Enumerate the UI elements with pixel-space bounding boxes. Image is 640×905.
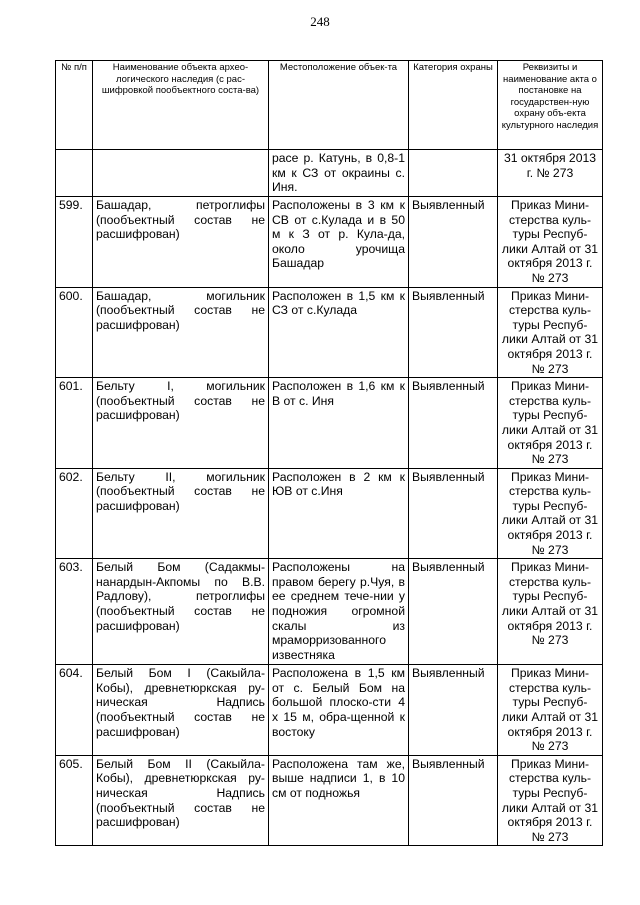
table-row [56, 378, 603, 469]
cell-requisites: Приказ Мини-стерства куль-туры Респуб-лики Алтай от 31 октября 2013 г. № 273 [498, 287, 603, 378]
header-category: Категория охраны [409, 61, 498, 150]
cell-category: Выявленный [409, 559, 498, 665]
cell-location: Расположен в 1,6 км к В от с. Иня [269, 378, 409, 469]
table-row [56, 559, 603, 665]
cell-requisites: Приказ Мини-стерства куль-туры Респуб-лики Алтай от 31 октября 2013 г. № 273 [498, 197, 603, 288]
header-location: Местоположение объек-та [269, 61, 409, 150]
cell-name: Белый Бом II (Сакыйла-Кобы), древнетюркская ру-ническая Надпись (пообъектный состав не расшифрован) [93, 755, 269, 846]
cell-num: 603. [56, 559, 93, 665]
cell-location: Расположены на правом берегу р.Чуя, в ее среднем тече-нии у подножия огромной скалы из мраморризованного известняка [269, 559, 409, 665]
heritage-registry-table [55, 60, 603, 846]
cell-name: Бельту II, могильник (пообъектный состав не расшифрован) [93, 468, 269, 559]
table-row [56, 755, 603, 846]
cell-requisites: 31 октября 2013 г. № 273 [498, 150, 603, 197]
cell-requisites: Приказ Мини-стерства куль-туры Респуб-лики Алтай от 31 октября 2013 г. № 273 [498, 559, 603, 665]
cell-num: 599. [56, 197, 93, 288]
table-header-row [56, 61, 603, 150]
cell-num [56, 150, 93, 197]
header-num: № п/п [56, 61, 93, 150]
cell-location: Расположен в 2 км к ЮВ от с.Иня [269, 468, 409, 559]
table-row [56, 468, 603, 559]
cell-name: Бельту I, могильник (пообъектный состав не расшифрован) [93, 378, 269, 469]
cell-num: 600. [56, 287, 93, 378]
header-name: Наименование объекта архео-логического наследия (с рас-шифровкой пообъектного соста-ва) [93, 61, 269, 150]
header-requisites: Реквизиты и наименование акта о постановке на государствен-ную охрану объ-екта культурного наследия [498, 61, 603, 150]
cell-num: 605. [56, 755, 93, 846]
page-number: 248 [310, 14, 330, 29]
cell-category [409, 150, 498, 197]
cell-location: расе р. Катунь, в 0,8-1 км к СЗ от окраины с. Иня. [269, 150, 409, 197]
cell-name: Башадар, могильник (пообъектный состав не расшифрован) [93, 287, 269, 378]
cell-location: Расположен в 1,5 км к СЗ от с.Кулада [269, 287, 409, 378]
table-row [56, 665, 603, 756]
cell-requisites: Приказ Мини-стерства куль-туры Респуб-лики Алтай от 31 октября 2013 г. № 273 [498, 378, 603, 469]
cell-num: 604. [56, 665, 93, 756]
cell-name [93, 150, 269, 197]
cell-category: Выявленный [409, 287, 498, 378]
table-row [56, 287, 603, 378]
cell-category: Выявленный [409, 378, 498, 469]
cell-requisites: Приказ Мини-стерства куль-туры Респуб-лики Алтай от 31 октября 2013 г. № 273 [498, 468, 603, 559]
cell-category: Выявленный [409, 197, 498, 288]
cell-location: Расположена в 1,5 км от с. Белый Бом на большой плоско-сти 4 х 15 м, обра-щенной к востоку [269, 665, 409, 756]
cell-category: Выявленный [409, 665, 498, 756]
table-row [56, 197, 603, 288]
cell-location: Расположена там же, выше надписи 1, в 10 см от подножья [269, 755, 409, 846]
cell-name: Белый Бом I (Сакыйла-Кобы), древнетюркская ру-ническая Надпись (пообъектный состав не расшифрован) [93, 665, 269, 756]
cell-requisites: Приказ Мини-стерства куль-туры Респуб-лики Алтай от 31 октября 2013 г. № 273 [498, 665, 603, 756]
table-row-continuation [56, 150, 603, 197]
cell-num: 601. [56, 378, 93, 469]
cell-name: Башадар, петроглифы (пообъектный состав не расшифрован) [93, 197, 269, 288]
cell-location: Расположены в 3 км к СВ от с.Кулада и в 50 м к З от р. Кула-да, около урочища Башадар [269, 197, 409, 288]
cell-category: Выявленный [409, 755, 498, 846]
cell-num: 602. [56, 468, 93, 559]
cell-name: Белый Бом (Садакмы-нанардын-Акпомы по В.В. Радлову), петроглифы (пообъектный состав не расшифрован) [93, 559, 269, 665]
cell-category: Выявленный [409, 468, 498, 559]
cell-requisites: Приказ Мини-стерства куль-туры Респуб-лики Алтай от 31 октября 2013 г. № 273 [498, 755, 603, 846]
